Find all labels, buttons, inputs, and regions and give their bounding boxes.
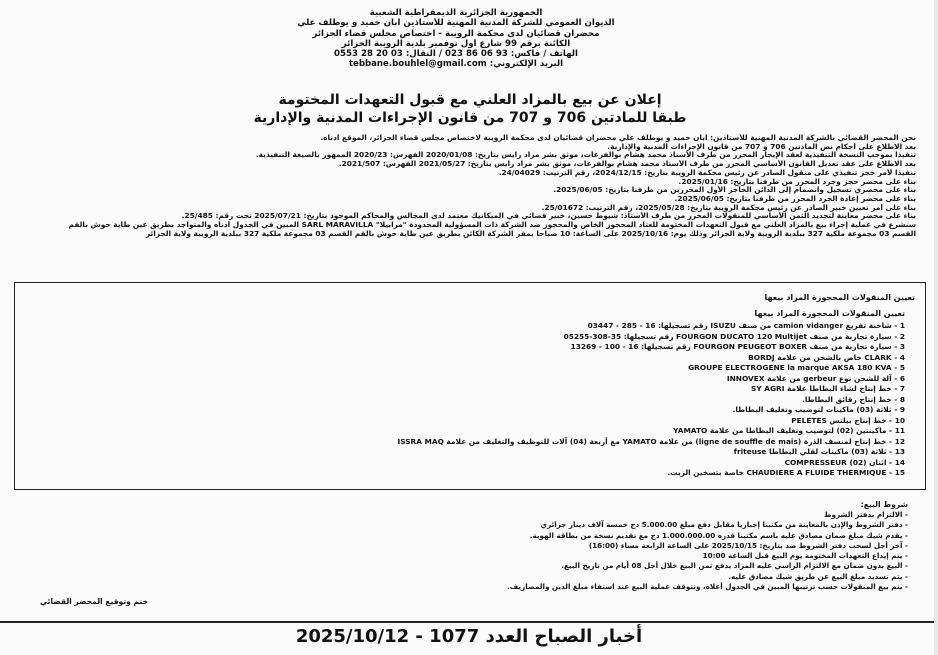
condition-item: - يتم إيداع التعهدات المختومة يوم البيع قبل الساعة 10:00 bbox=[702, 551, 908, 561]
intro-line: بناء على أمر تعيين خبير الصادر عن رئيس محكمة الرويبة بتاريخ: 2025/05/28، رقم الترتيب: 25/01672. bbox=[541, 203, 916, 212]
condition-item: - دفتر الشروط والإذن بالمعاينة من مكتبنا إجباريا مقابل دفع مبلغ 5.000.00 دج خمسة آلاف دينار جزائري bbox=[540, 520, 908, 530]
newspaper-footer: أخبار الصباح العدد 1077 - 2025/10/12 bbox=[295, 626, 643, 647]
intro-line: بناء على محضر إعادة الجرد المحرر من طرفنا بتاريخ: 2025/06/05. bbox=[674, 194, 916, 203]
list-item: 12 - خط إنتاج لمنسف الذرة (ligne de souffle de mais) من علامة YAMATO مع أربعة (04) آلات للتوظيف والتغليف من علامة ISSRA MAQ bbox=[397, 436, 905, 446]
intro-line: تنفيذا لأمر حجز تنفيذي على منقول الصادر عن رئيس محكمة الرويبة بتاريخ: 2024/12/15، رقم الترتيب: 24/04029. bbox=[498, 168, 916, 177]
list-item: 4 - CLARK خاص بالشحن من علامة BORDJ bbox=[748, 352, 905, 362]
list-item: 2 - سيارة تجارية من صنف FOURGON DUCATO 120 Multijet رقم تسجيلها: 35-308-05255 bbox=[563, 331, 905, 341]
intro-line: بعد الاطلاع على أحكام نص المادتين 706 و 707 من قانون الإجراءات المدنية والإدارية. bbox=[607, 142, 916, 151]
notice-title: إعلان عن بيع بالمزاد العلني مع قبول التعهدات المختومة bbox=[278, 92, 662, 108]
list-item: 13 - ثلاثة (03) ماكينات لقلي البطاطا friteuse bbox=[733, 447, 905, 456]
header-line: الهاتف / فاكس: 93 06 86 023 / النقال: 03 20 28 0553 bbox=[334, 49, 578, 60]
list-item: 10 - خط إنتاج بيلتس PELETES bbox=[791, 415, 905, 425]
intro-line: بعد الاطلاع على عقد تعديل القانون الأساسي المحرر من طرف الأستاذ محمد هشام بوالفرعات، موثق بشر مراد رايس بتاريخ: 2021/05/27 الفهرس: 2021/507. bbox=[338, 160, 916, 169]
condition-item: - يتم تسديد مبلغ البيع عن طريق شيك مصادق عليه. bbox=[728, 571, 908, 581]
conditions-heading: شروط البيع: bbox=[860, 500, 908, 509]
list-item: 5 - GROUPE ELECTROGENE la marque AKSA 180 KVA bbox=[688, 363, 905, 372]
list-item: 9 - ثلاثة (03) ماكينات لتوضيب وتغليف البطاطا. bbox=[732, 405, 905, 414]
scan-edge bbox=[934, 0, 938, 655]
notice-subtitle: طبقا للمادتين 706 و 707 من قانون الإجراءات المدنية والإدارية bbox=[253, 110, 687, 126]
header-line: البريد الإلكتروني: tebbane.bouhlel@gmail.com bbox=[348, 59, 564, 70]
office-header bbox=[286, 8, 626, 70]
seized-items-box bbox=[14, 282, 926, 490]
conditions-list bbox=[388, 510, 908, 592]
header-line: الديوان العمومي للشركة المدنية المهنية للأستاذين ابان حميد و يوطلف علي bbox=[297, 18, 615, 29]
items-list bbox=[145, 321, 905, 479]
intro-line: القسم 03 مجموعة ملكية 327 ببلدية الرويبة ولاية الجزائر وذلك يوم: 2025/10/16 على الساعة: 10 صباحا بمقر الشركة الكائن بطريق عين طاية حوش بالقم القسم 03 مجموعة ملكية 327 ببلدية الرويبة ولاية الجزائر bbox=[145, 229, 916, 238]
list-item: 3 - سيارة تجارية من صنف FOURGON PEUGEOT BOXER رقم تسجيلها: 16 - 100 - 13269 bbox=[570, 342, 905, 351]
condition-item: - البيع بدون ضمان مع الالتزام الراسي عليه المزاد بدفع ثمن البيع خلال أجل 08 أيام من تاريخ البيع. bbox=[561, 561, 908, 571]
condition-item: - يتم بيع المنقولات حسب ترتيبها المبين في الجدول أعلاه، وتتوقف عملية البيع عند استفاء مبلغ الدين والمصاريف. bbox=[507, 582, 908, 592]
header-line: محضران قضائيان لدى محكمة الرويبة - اختصاص مجلس قضاء الجزائر bbox=[312, 28, 600, 39]
items-heading: تعيين المنقولات المحجوزة المراد بيعها bbox=[754, 309, 905, 318]
list-item: 7 - خط إنتاج لشاء البطاطا علامة SY AGRI bbox=[751, 384, 905, 393]
intro-line: بناء على محضر حجز وجرد المحرر من طرفنا بتاريخ: 2025/01/16. bbox=[678, 177, 916, 186]
intro-line: نحن المحضر القضائي بالشركة المدنية المهنية للأستاذين: ابان حميد و يوطلف علي محضران قضائيان لدى محكمة الرويبة لاختصاص مجلس قضاء الجزائر، الموقع أدناه. bbox=[320, 134, 916, 142]
box-title: تعيين المنقولات المحجوزة المراد بيعها bbox=[764, 293, 915, 302]
list-item: 1 - شاحنة تفريغ camion vidanger من صنف ISUZU رقم تسجيلها: 16 - 285 - 03447 bbox=[587, 321, 905, 330]
list-item: 14 - اثنان (02) COMPRESSEUR bbox=[784, 457, 905, 467]
condition-item: - آخر أجل لسحب دفتر الشروط ضد بتاريخ: 2025/10/15 على الساعة الرابعة مساء (16:00) bbox=[588, 540, 908, 550]
condition-item: - الالتزام بدفتر الشروط bbox=[824, 510, 908, 519]
condition-item: - يقدم شيك مبلغ ضمان مصادق عليه باسم مكتبنا قدره 1.000.000.00 دج مع تقديم نسخة من بطاقة الهوية. bbox=[529, 530, 908, 540]
intro-line: بناء على محضري تسجيل وانضمام إلى الدائن الحاجز الأول المحررين من طرفنا بتاريخ: 2025/06/05. bbox=[553, 186, 916, 195]
list-item: 6 - آلة للشحن نوع gerbeur من علامة INNOVEX bbox=[726, 373, 905, 383]
header-line: الجمهورية الجزائرية الديمقراطية الشعبية bbox=[369, 8, 543, 18]
intro-line: بناء على محضر معاينة لتحديد الثمن الأساسي للمنقولات المحرر من طرف الأستاذ: شيوط حسين، خبير قضائي في الميكانيك معتمد لدى المجالس والمحاكم الموجود بتاريخ: 2025/07/21 تحت رقم: 25/485. bbox=[181, 212, 916, 221]
list-item: 15 - CHAUDIERE A FLUIDE THERMIQUE خاصة بتسخين الزيت. bbox=[667, 468, 905, 477]
list-item: 11 - ماكينتين (02) لتوضيب وتغليف البطاطا من علامة YAMATO bbox=[673, 426, 905, 435]
intro-line: سنشرع في عملية إجراء بيع بالمزاد العلني مع قبول التعهدات المختومة للعتاد المحجوز الخاص والمحجوز ضد الشركة ذات المسؤولية المحدودة "مرابيلا" SARL MARAVILLA المبين في الجدول أدناه والمتواجد بطريق عين طاية حوش بالقم bbox=[68, 221, 916, 230]
notice-intro bbox=[16, 134, 916, 238]
intro-line: تنفيذا بموجب النسخة التنفيذية لعقد الإيجار المحرر من طرف الأستاذ محمد هشام بوالفرعات، موثق بشر مراد رايس بتاريخ: 2020/01/08 الفهرس: 2020/23 الممهور بالصيغة التنفيذية. bbox=[255, 151, 916, 160]
signature-label: ختم وتوقيع المحضر القضائي bbox=[40, 597, 149, 606]
header-line: الكائنة برقم 99 شارع أول نوفمبر بلدية الرويبة الجزائر bbox=[341, 38, 571, 49]
list-item: 8 - خط إنتاج رقائق البطاطا. bbox=[802, 394, 905, 404]
